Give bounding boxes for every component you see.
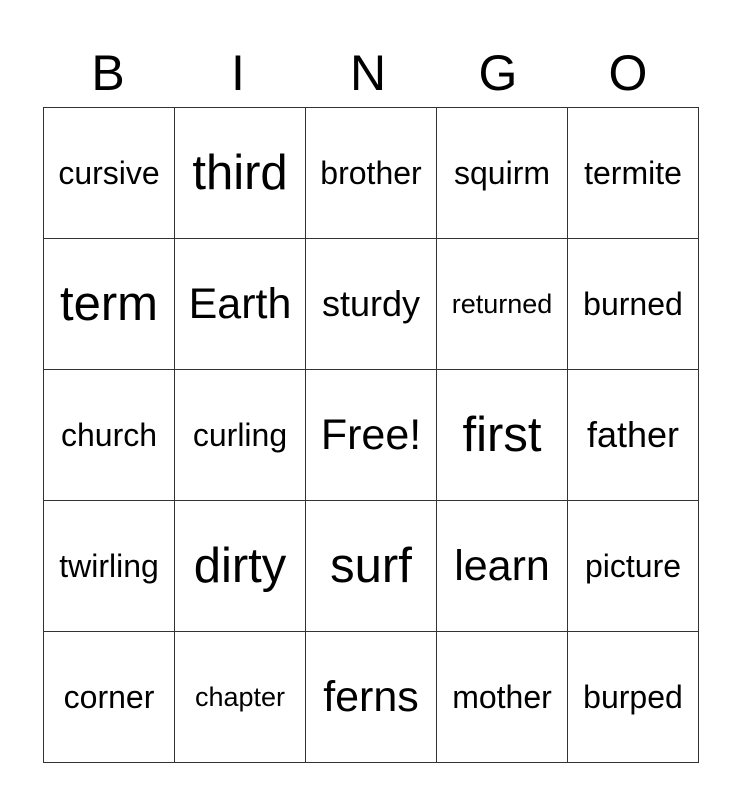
header-letter-n: N — [349, 45, 387, 101]
board-row — [44, 108, 699, 239]
bingo-cell[interactable]: picture — [568, 501, 699, 632]
board-row — [44, 501, 699, 632]
bingo-cell[interactable]: burped — [568, 632, 699, 763]
bingo-cell[interactable]: twirling — [44, 501, 175, 632]
bingo-cell[interactable]: returned — [437, 239, 568, 370]
bingo-cell[interactable]: chapter — [175, 632, 306, 763]
bingo-cell[interactable]: sturdy — [306, 239, 437, 370]
bingo-cell[interactable]: dirty — [175, 501, 306, 632]
header-letter-b: B — [91, 45, 125, 101]
bingo-cell[interactable]: third — [175, 108, 306, 239]
board-row — [44, 632, 699, 763]
bingo-cell[interactable]: first — [437, 370, 568, 501]
bingo-cell[interactable]: brother — [306, 108, 437, 239]
bingo-cell[interactable]: termite — [568, 108, 699, 239]
bingo-cell[interactable]: Earth — [175, 239, 306, 370]
bingo-board — [43, 107, 699, 763]
board-row — [44, 239, 699, 370]
bingo-cell[interactable]: mother — [437, 632, 568, 763]
bingo-header — [43, 40, 693, 106]
free-space-cell[interactable]: Free! — [306, 370, 437, 501]
bingo-cell[interactable]: church — [44, 370, 175, 501]
bingo-cell[interactable]: curling — [175, 370, 306, 501]
bingo-cell[interactable]: father — [568, 370, 699, 501]
bingo-cell[interactable]: ferns — [306, 632, 437, 763]
header-letter-i: I — [231, 45, 245, 101]
header-letter-o: O — [608, 45, 648, 101]
board-row — [44, 370, 699, 501]
bingo-cell[interactable]: surf — [306, 501, 437, 632]
bingo-cell[interactable]: learn — [437, 501, 568, 632]
bingo-cell[interactable]: cursive — [44, 108, 175, 239]
bingo-cell[interactable]: squirm — [437, 108, 568, 239]
bingo-cell[interactable]: burned — [568, 239, 699, 370]
bingo-cell[interactable]: corner — [44, 632, 175, 763]
header-letter-g: G — [478, 45, 518, 101]
bingo-cell[interactable]: term — [44, 239, 175, 370]
